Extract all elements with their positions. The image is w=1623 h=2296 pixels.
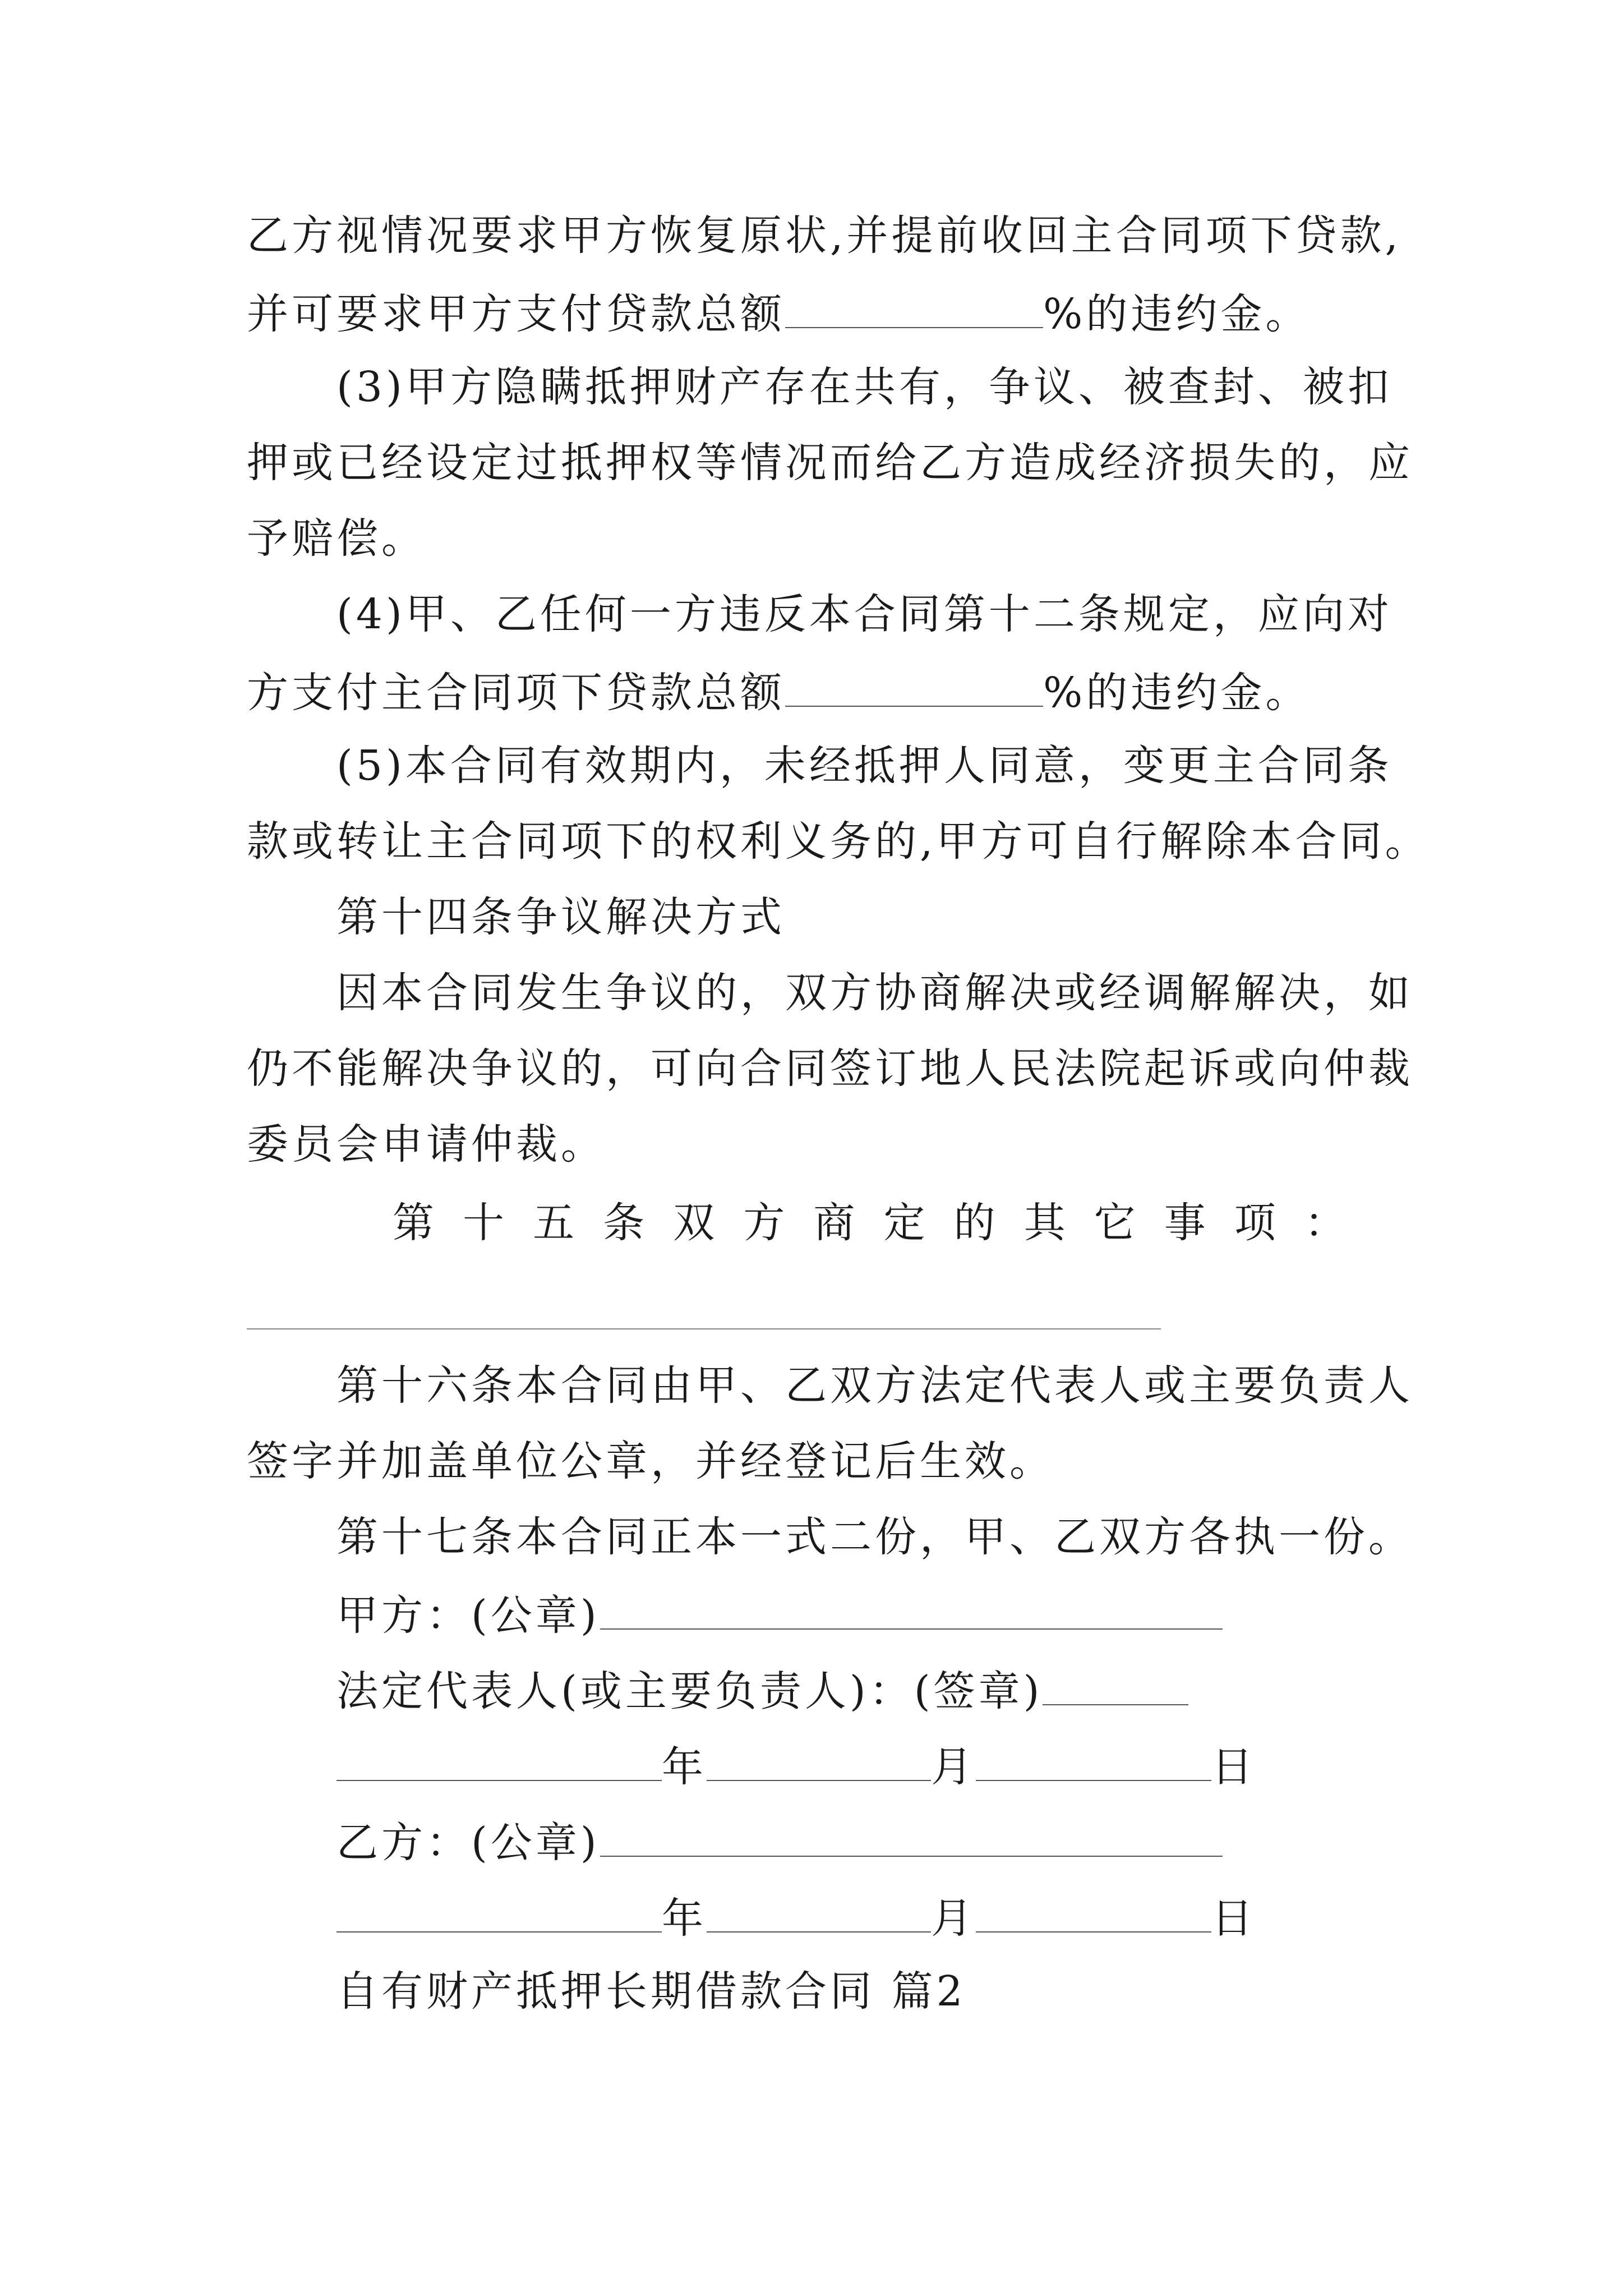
- article-15-heading: 第 十 五 条 双 方 商 定 的 其 它 事 项 ：: [393, 1199, 1346, 1247]
- article-16-line-1: 第十六条本合同由甲、乙双方法定代表人或主要负责人: [336, 1361, 1413, 1410]
- article-14-line-3: 委员会申请仲裁。: [247, 1120, 606, 1168]
- fill-blank-rule: [247, 1328, 1161, 1329]
- month-blank: [707, 1888, 931, 1932]
- legal-rep-signature-line: 法定代表人(或主要负责人)：(签章): [336, 1660, 1188, 1717]
- fill-blank: [785, 283, 1043, 328]
- clause-4-line-1: (4)甲、乙任何一方违反本合同第十二条规定，应向对: [336, 590, 1393, 638]
- party-a-seal-line: 甲方：(公章): [336, 1585, 1223, 1641]
- clause-3-line-1: (3)甲方隐瞒抵押财产存在共有，争议、被查封、被扣: [336, 363, 1393, 411]
- article-14-line-2: 仍不能解决争议的，可向合同签订地人民法院起诉或向仲裁: [247, 1045, 1413, 1093]
- fill-blank: [600, 1585, 1223, 1630]
- text-line-2: 并可要求甲方支付贷款总额 %的违约金。: [247, 283, 1310, 339]
- article-16-line-2: 签字并加盖单位公章，并经登记后生效。: [247, 1437, 1054, 1485]
- fill-blank: [1043, 1660, 1188, 1705]
- party-a-date-line: 年 月 日: [336, 1736, 1256, 1792]
- year-blank: [336, 1736, 662, 1781]
- clause-5-line-2: 款或转让主合同项下的权利义务的,甲方可自行解除本合同。: [247, 817, 1430, 866]
- day-blank: [976, 1888, 1211, 1932]
- article-14-heading: 第十四条争议解决方式: [336, 893, 785, 941]
- year-blank: [336, 1888, 662, 1932]
- month-blank: [707, 1736, 931, 1781]
- day-blank: [976, 1736, 1211, 1781]
- fill-blank: [785, 662, 1043, 707]
- party-b-date-line: 年 月 日: [336, 1888, 1256, 1944]
- article-17-line: 第十七条本合同正本一式二份，甲、乙双方各执一份。: [336, 1513, 1413, 1561]
- clause-5-line-1: (5)本合同有效期内，未经抵押人同意，变更主合同条: [336, 742, 1393, 790]
- text-line-1: 乙方视情况要求甲方恢复原状,并提前收回主合同项下贷款,: [247, 211, 1402, 260]
- clause-4-line-2: 方支付主合同项下贷款总额 %的违约金。: [247, 662, 1310, 718]
- party-b-seal-line: 乙方：(公章): [336, 1812, 1223, 1868]
- fill-blank: [600, 1812, 1223, 1857]
- clause-3-line-2: 押或已经设定过抵押权等情况而给乙方造成经济损失的，应: [247, 439, 1413, 487]
- section-title-part-2: 自有财产抵押长期借款合同 篇2: [336, 1967, 966, 2016]
- clause-3-line-3: 予赔偿。: [247, 514, 426, 563]
- article-14-line-1: 因本合同发生争议的，双方协商解决或经调解解决，如: [336, 969, 1413, 1017]
